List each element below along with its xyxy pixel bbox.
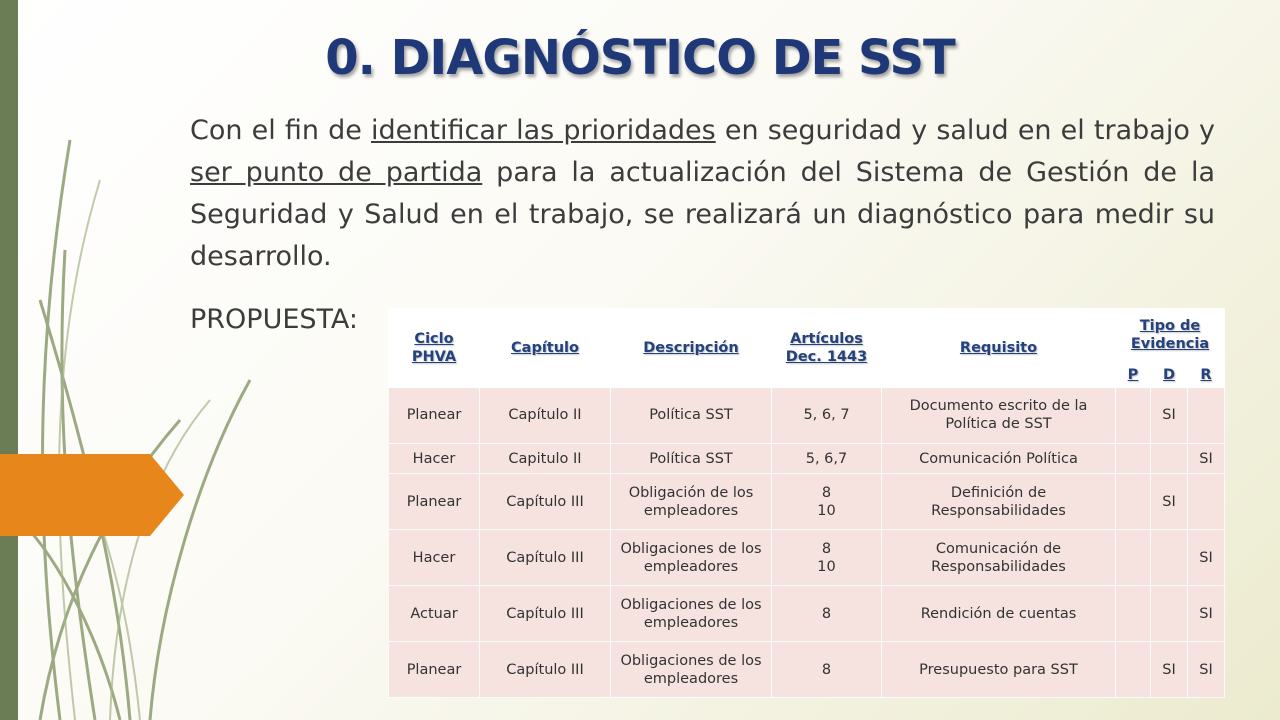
cell-articulos: 5, 6, 7 xyxy=(772,388,882,444)
cell-d xyxy=(1151,443,1188,473)
header-d: D xyxy=(1151,362,1188,388)
table-body xyxy=(389,388,1225,698)
cell-descripcion: Política SST xyxy=(611,388,772,444)
cell-descripcion: Obligaciones de los empleadores xyxy=(611,530,772,586)
requirements-table xyxy=(388,308,1225,698)
cell-ciclo: Planear xyxy=(389,642,480,698)
header-articulos: Artículos Dec. 1443 xyxy=(772,309,882,388)
cell-ciclo: Hacer xyxy=(389,443,480,473)
cell-capitulo: Capítulo III xyxy=(480,586,611,642)
decorative-grass-lines xyxy=(0,0,260,720)
cell-d xyxy=(1151,586,1188,642)
table-row xyxy=(389,586,1225,642)
cell-articulos: 8 10 xyxy=(772,474,882,530)
cell-p xyxy=(1116,642,1151,698)
cell-descripcion: Obligaciones de los empleadores xyxy=(611,586,772,642)
cell-d: SI xyxy=(1151,474,1188,530)
cell-p xyxy=(1116,530,1151,586)
cell-ciclo: Actuar xyxy=(389,586,480,642)
cell-requisito: Rendición de cuentas xyxy=(882,586,1116,642)
cell-ciclo: Hacer xyxy=(389,530,480,586)
cell-requisito: Comunicación de Responsabilidades xyxy=(882,530,1116,586)
header-r: R xyxy=(1188,362,1225,388)
cell-requisito: Presupuesto para SST xyxy=(882,642,1116,698)
cell-capitulo: Capítulo II xyxy=(480,388,611,444)
cell-descripcion: Obligación de los empleadores xyxy=(611,474,772,530)
table-row xyxy=(389,474,1225,530)
header-ciclo: Ciclo PHVA xyxy=(389,309,480,388)
cell-requisito: Definición de Responsabilidades xyxy=(882,474,1116,530)
cell-capitulo: Capítulo III xyxy=(480,642,611,698)
cell-capitulo: Capitulo II xyxy=(480,443,611,473)
header-p: P xyxy=(1116,362,1151,388)
cell-p xyxy=(1116,388,1151,444)
cell-p xyxy=(1116,586,1151,642)
header-descripcion: Descripción xyxy=(611,309,772,388)
propuesta-label: PROPUESTA: xyxy=(190,304,359,335)
cell-descripcion: Política SST xyxy=(611,443,772,473)
intro-text-3: para la actualización del Sistema de Gestión de la Seguridad y Salud en el trabajo, se realizará un diagnóstico para medir su desarrollo. xyxy=(190,157,1215,272)
cell-d: SI xyxy=(1151,642,1188,698)
cell-articulos: 8 xyxy=(772,642,882,698)
intro-text-1: Con el fin de xyxy=(190,115,372,146)
cell-r: SI xyxy=(1188,443,1225,473)
cell-articulos: 8 xyxy=(772,586,882,642)
cell-capitulo: Capítulo III xyxy=(480,474,611,530)
table-row xyxy=(389,388,1225,444)
cell-p xyxy=(1116,474,1151,530)
table-row xyxy=(389,642,1225,698)
cell-ciclo: Planear xyxy=(389,388,480,444)
cell-d xyxy=(1151,530,1188,586)
cell-requisito: Documento escrito de la Política de SST xyxy=(882,388,1116,444)
header-tipo-evidencia: Tipo de Evidencia xyxy=(1116,309,1225,362)
cell-d: SI xyxy=(1151,388,1188,444)
header-capitulo: Capítulo xyxy=(480,309,611,388)
cell-articulos: 8 10 xyxy=(772,530,882,586)
intro-emphasis-2: ser punto de partida xyxy=(190,157,483,188)
intro-text-2: en seguridad y salud en el trabajo y xyxy=(715,115,1215,146)
orange-arrow-tab xyxy=(0,454,184,536)
cell-r: SI xyxy=(1188,530,1225,586)
cell-r: SI xyxy=(1188,642,1225,698)
page-title: 0. DIAGNÓSTICO DE SST xyxy=(325,30,955,86)
table-row xyxy=(389,443,1225,473)
cell-descripcion: Obligaciones de los empleadores xyxy=(611,642,772,698)
intro-emphasis-1: identificar las prioridades xyxy=(371,115,716,146)
cell-r: SI xyxy=(1188,586,1225,642)
cell-p xyxy=(1116,443,1151,473)
cell-requisito: Comunicación Política xyxy=(882,443,1116,473)
table-row xyxy=(389,530,1225,586)
cell-r xyxy=(1188,474,1225,530)
header-requisito: Requisito xyxy=(882,309,1116,388)
cell-articulos: 5, 6,7 xyxy=(772,443,882,473)
cell-ciclo: Planear xyxy=(389,474,480,530)
intro-paragraph xyxy=(190,110,1215,278)
cell-r xyxy=(1188,388,1225,444)
cell-capitulo: Capítulo III xyxy=(480,530,611,586)
